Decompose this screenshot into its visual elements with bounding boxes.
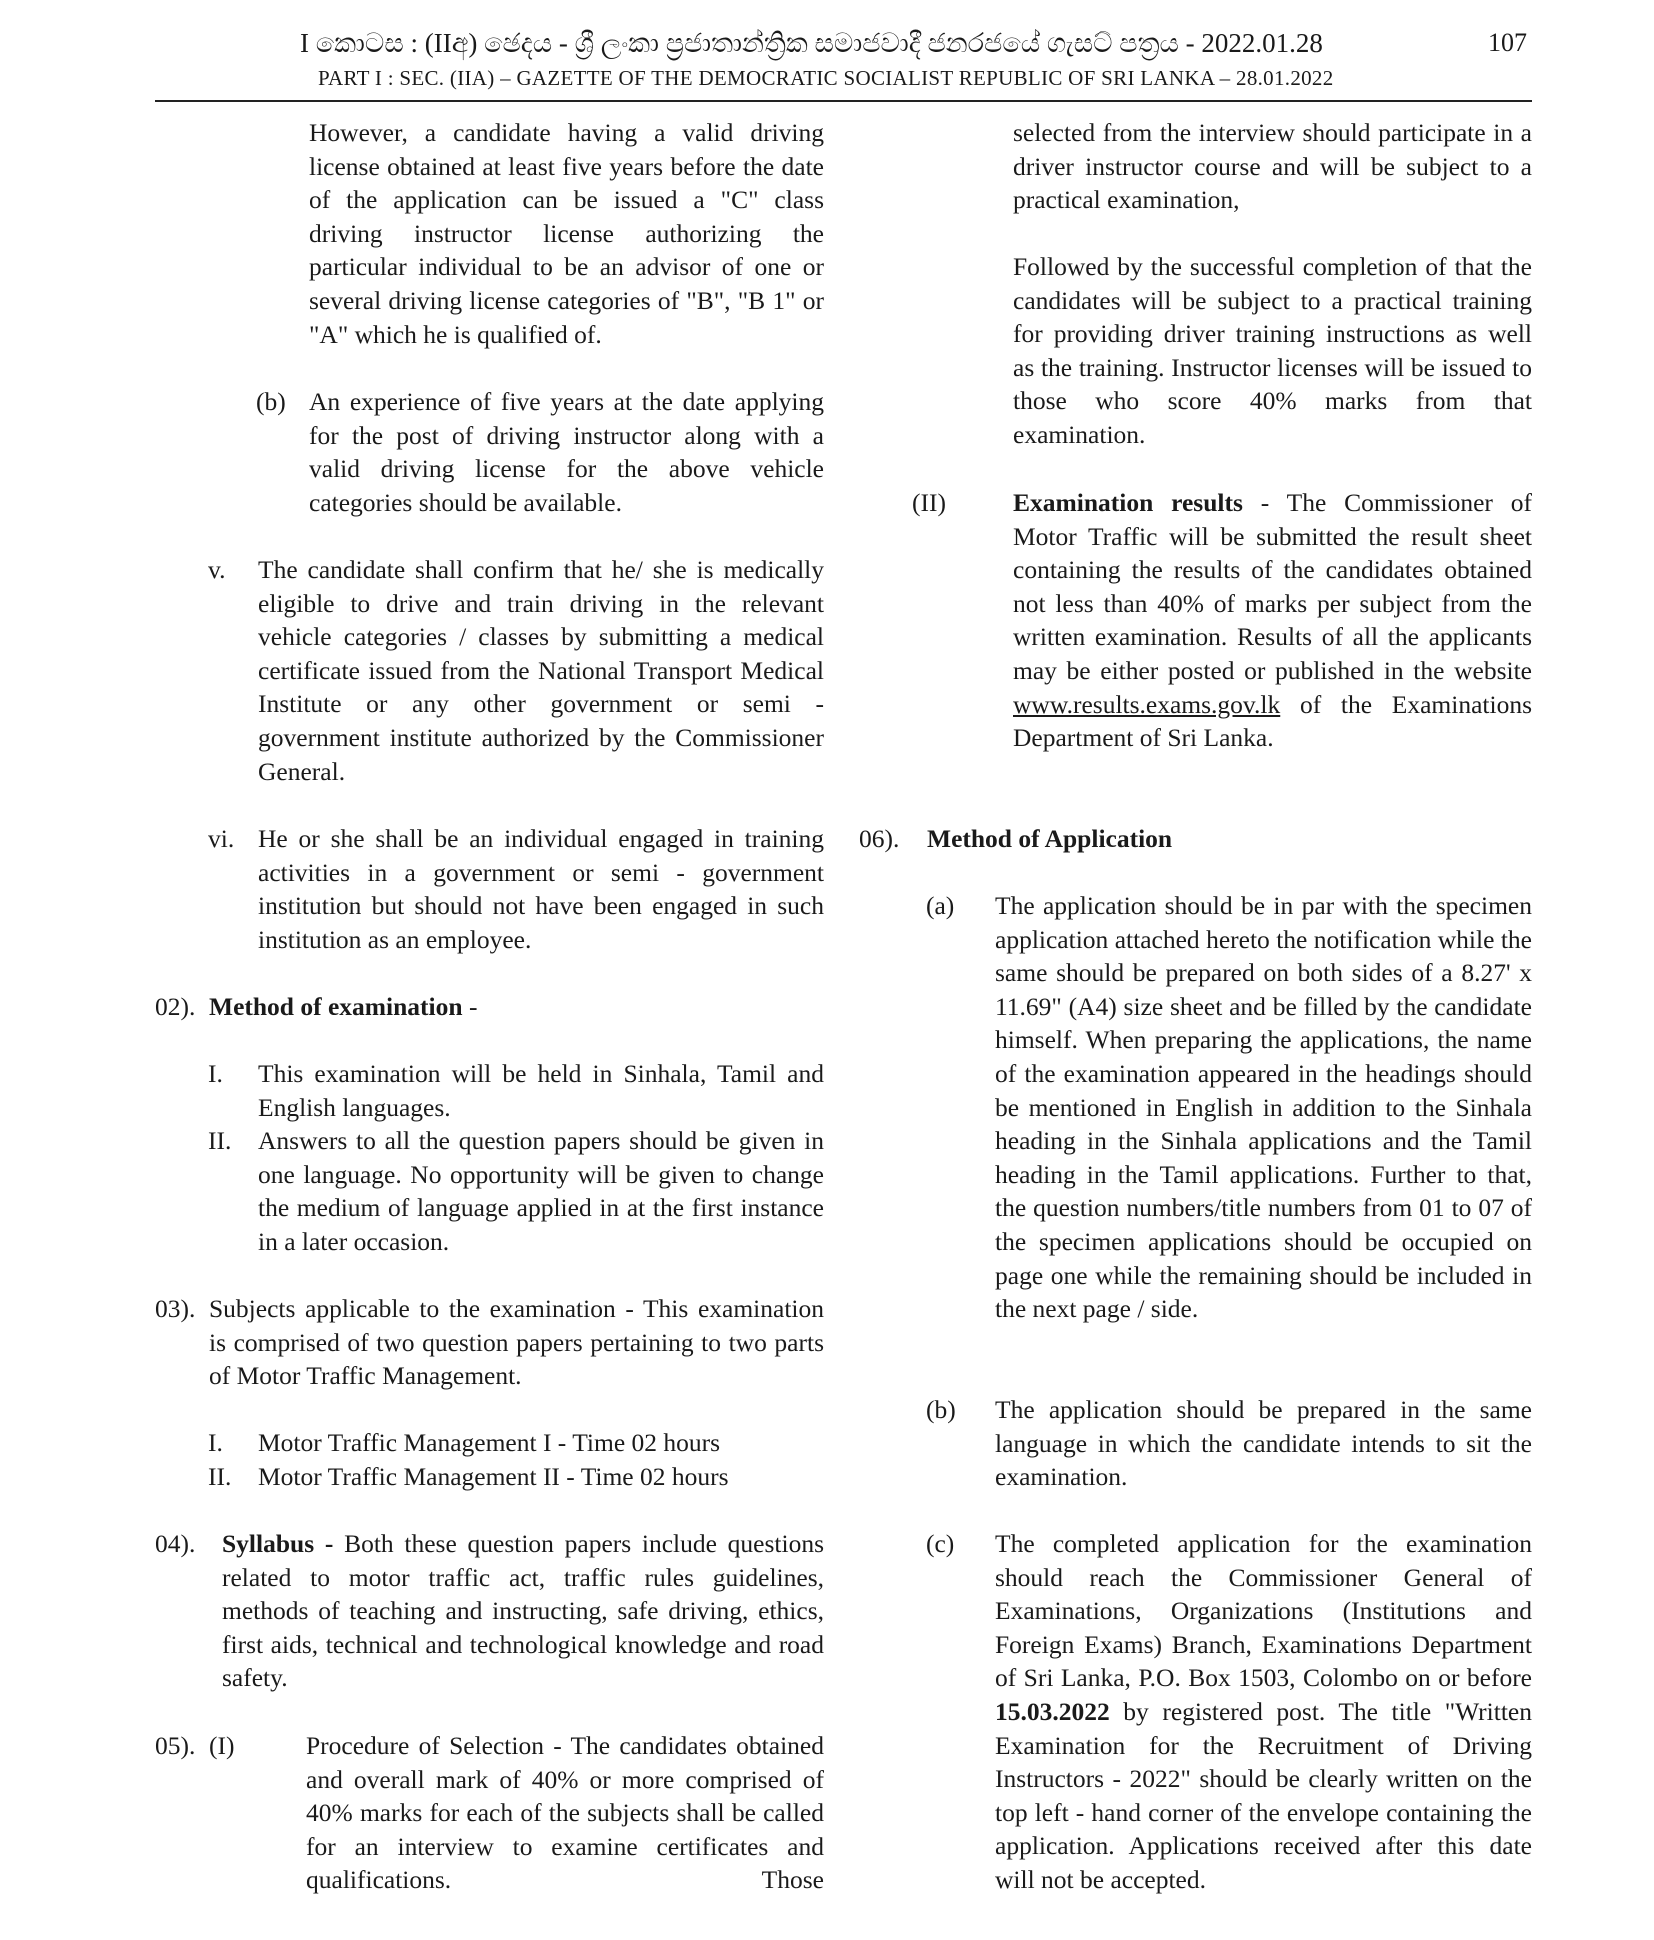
sec03-item-i-text: Motor Traffic Management I - Time 02 hours	[258, 1428, 721, 1457]
intro-paragraph: However, a candidate having a valid driving license obtained at least five years before the date of the application can be issued a "C" class driving instructor license authorizing the particular individual to be an advisor of one or several driving license categories of "B", "B 1" or "A" which he is qualified of.	[309, 118, 824, 349]
section-04-number: 04).	[155, 1529, 196, 1558]
sec06-item-c-label: (c)	[926, 1529, 955, 1558]
sec06-item-c-paragraph	[995, 1527, 1532, 1897]
sec06-item-c-text-2: by registered post. The title "Written Examination for the Recruitment of Driving Instructors - 2022" should be clearly written on the top left - hand corner of the envelope containing the application. Applications received after this date will not be accepted.	[995, 1696, 1532, 1894]
sec02-item-ii-text: Answers to all the question papers should be given in one language. No opportunity will be given to change the medium of language applied in at the first instance in a later occasion.	[258, 1126, 824, 1256]
section-03-number: 03).	[155, 1294, 196, 1323]
results-website-link[interactable]: www.results.exams.gov.lk	[1013, 689, 1281, 719]
section-02-dash: -	[462, 992, 478, 1021]
sec02-item-ii-label: II.	[208, 1126, 232, 1155]
sec06-item-b-label: (b)	[926, 1395, 956, 1424]
section-06-title: Method of Application	[927, 824, 1173, 853]
section-04-paragraph	[222, 1527, 824, 1695]
item-v-text: The candidate shall confirm that he/ she is medically eligible to drive and train driving in the relevant vehicle categories / classes by submitting a medical certificate issued from the National Transport Medical Institute or any other government or semi - government institute authorized by the Commissioner General.	[258, 555, 824, 786]
section-02-title: Method of examination	[209, 992, 463, 1021]
gazette-header-sinhala: I කොටස : (IIඅ) ඡෙදය - ශ්‍රී ලංකා ප්‍රජාතාන්ත්‍රික සමාජවාදී ජනරජයේ ගැසට් පත්‍රය - 2022.01.28	[300, 28, 1323, 58]
gazette-header-english: PART I : SEC. (IIA) – GAZETTE OF THE DEMOCRATIC SOCIALIST REPUBLIC OF SRI LANKA – 28.01.2022	[318, 66, 1334, 90]
section-05-number: 05).	[155, 1731, 196, 1760]
section-04-title: Syllabus -	[222, 1529, 334, 1558]
sec06-item-a-text: The application should be in par with the specimen application attached hereto the notification while the same should be prepared on both sides of a 8.27' x 11.69" (A4) size sheet and be filled by the candidate himself. When preparing the applications, the name of the examination appeared in the headings should be mentioned in English in addition to the Sinhala heading in the Sinhala applications and the Tamil heading in the Tamil applications. Further to that, the question numbers/title numbers from 01 to 07 of the specimen applications should be occupied on page one while the remaining should be included in the next page / side.	[995, 891, 1532, 1324]
sec03-item-i-label: I.	[208, 1428, 223, 1457]
application-deadline-date: 15.03.2022	[995, 1696, 1110, 1726]
sec05-item-ii-paragraph	[1013, 486, 1532, 755]
page-number: 107	[1488, 28, 1527, 57]
sec03-item-ii-label: II.	[208, 1462, 232, 1491]
sec02-item-i-text: This examination will be held in Sinhala, Tamil and English languages.	[258, 1059, 824, 1122]
item-b-label: (b)	[256, 387, 286, 416]
sec06-item-a-label: (a)	[926, 891, 955, 920]
sec05-item-i-label: (I)	[209, 1731, 235, 1760]
sec02-item-i-label: I.	[208, 1059, 223, 1088]
followed-by-paragraph: Followed by the successful completion of that the candidates will be subject to a practical training for providing driver training instructions as well as the training. Instructor licenses will be issued to those who score 40% marks from that examination.	[1013, 252, 1532, 449]
examination-results-tail: of the Examinations Department of Sri Lanka.	[1013, 689, 1532, 753]
sec06-item-c-text-1: The completed application for the examination should reach the Commissioner General of Examinations, Organizations (Institutions and Foreign Exams) Branch, Examinations Department of Sri Lanka, P.O. Box 1503, Colombo on or before	[995, 1529, 1532, 1693]
sec03-item-ii-text: Motor Traffic Management II - Time 02 hours	[258, 1462, 729, 1491]
header-divider	[155, 100, 1532, 102]
sec05-item-ii-label: (II)	[912, 488, 946, 517]
section-03-text: Subjects applicable to the examination - This examination is comprised of two question papers pertaining to two parts of Motor Traffic Management.	[209, 1294, 824, 1391]
section-04-text: Both these question papers include questions related to motor traffic act, traffic rules guidelines, methods of teaching and instructing, safe driving, ethics, first aids, technical and technological knowledge and road safety.	[222, 1529, 825, 1693]
item-vi-text: He or she shall be an individual engaged in training activities in a government or semi - government institution but should not have been engaged in such institution as an employee.	[258, 824, 824, 954]
examination-results-title: Examination results	[1013, 488, 1243, 517]
item-b-text: An experience of five years at the date applying for the post of driving instructor along with a valid driving license for the above vehicle categories should be available.	[309, 387, 824, 517]
section-02-heading	[209, 990, 477, 1024]
sec06-item-b-text: The application should be prepared in the same language in which the candidate intends to sit the examination.	[995, 1395, 1532, 1492]
sec05-item-i-text: Procedure of Selection - The candidates obtained and overall mark of 40% or more comprised of 40% marks for each of the subjects shall be called for an interview to examine certificates and qualifications. Those	[306, 1731, 824, 1895]
item-v-label: v.	[208, 555, 226, 584]
examination-results-text: - The Commissioner of Motor Traffic will be submitted the result sheet containing the results of the candidates obtained not less than 40% of marks per subject from the written examination. Results of all the applicants may be either posted or published in the website	[1013, 488, 1533, 685]
item-vi-label: vi.	[208, 824, 235, 853]
section-02-number: 02).	[155, 992, 196, 1021]
selection-continued-paragraph: selected from the interview should participate in a driver instructor course and will be subject to a practical examination,	[1013, 118, 1532, 215]
section-06-number: 06).	[859, 824, 900, 853]
